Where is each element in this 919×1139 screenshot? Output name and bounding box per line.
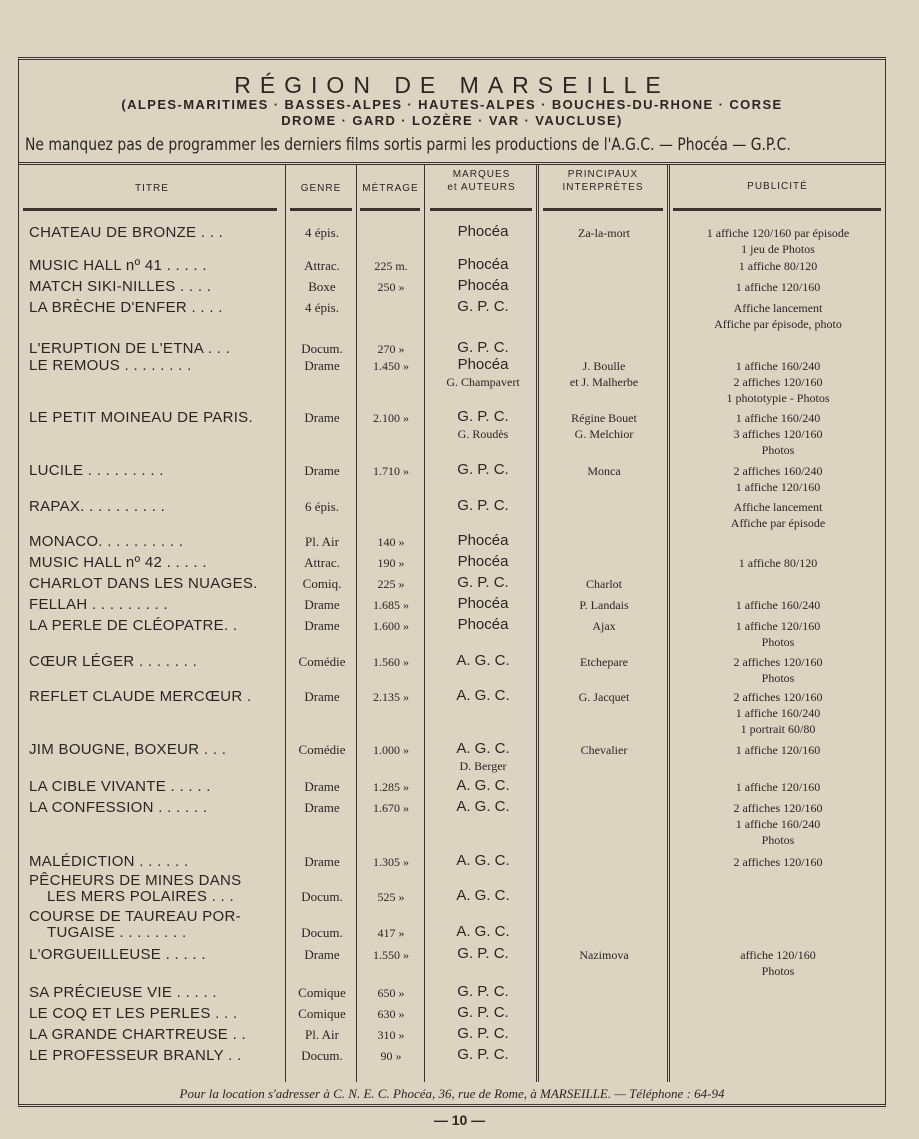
film-genre: Docum. <box>301 889 343 904</box>
marque-name: A. G. C. <box>456 740 510 757</box>
film-metrage: 417 » <box>377 926 405 940</box>
marque-name: G. P. C. <box>457 945 509 962</box>
interprete-line: et J. Malherbe <box>569 375 639 389</box>
film-publicite <box>671 854 885 870</box>
publicite-line: 1 affiche 120/160 <box>735 780 821 794</box>
film-marque <box>427 497 539 515</box>
film-title <box>29 225 223 241</box>
film-genre: 4 épis. <box>305 300 339 315</box>
film-title <box>29 499 165 515</box>
page-number: — 10 — <box>433 1112 486 1128</box>
marque-name: Phocéa <box>457 595 509 612</box>
film-title-line: SA PRÉCIEUSE VIE . . . . . <box>29 984 217 1001</box>
film-publicite <box>671 800 885 848</box>
film-marque <box>427 256 539 274</box>
film-genre: Attrac. <box>304 555 340 570</box>
film-title <box>29 689 252 705</box>
film-title-line: TUGAISE . . . . . . . . <box>47 924 187 941</box>
marque-name: G. P. C. <box>457 298 509 315</box>
film-genre: Drame <box>304 618 340 633</box>
marque-name: A. G. C. <box>456 852 510 869</box>
film-title <box>29 985 217 1001</box>
film-marque <box>427 277 539 295</box>
marque-name: G. P. C. <box>457 1025 509 1042</box>
film-title <box>29 258 207 274</box>
film-genre: Drame <box>304 410 340 425</box>
film-title <box>29 1048 242 1064</box>
film-title <box>29 358 192 374</box>
film-genre: Comédie <box>298 742 346 757</box>
interprete-line: G. Jacquet <box>578 690 630 704</box>
film-publicite <box>671 779 885 795</box>
publicite-line: 1 affiche 120/160 <box>735 280 821 294</box>
interprete-line: Etchepare <box>580 655 628 669</box>
marque-name: G. P. C. <box>457 1004 509 1021</box>
film-title <box>29 410 253 426</box>
marque-name: Phocéa <box>457 277 509 294</box>
film-marque <box>427 945 539 963</box>
film-genre: Drame <box>304 854 340 869</box>
film-metrage: 310 » <box>377 1028 405 1042</box>
film-metrage: 1.305 » <box>373 855 409 869</box>
publicite-line: 1 affiche 160/240 <box>735 359 821 373</box>
interprete-line: Régine Bouet <box>571 411 637 425</box>
interprete-line: Nazimova <box>579 948 629 962</box>
film-title <box>29 279 211 295</box>
film-publicite <box>671 410 885 458</box>
film-marque <box>427 923 539 941</box>
film-publicite <box>671 947 885 979</box>
film-publicite <box>671 654 885 686</box>
film-title-line: L'ERUPTION DE L'ETNA . . . <box>29 340 231 357</box>
film-interpretes <box>539 689 669 705</box>
film-genre: 4 épis. <box>305 225 339 240</box>
film-marque <box>427 532 539 550</box>
interprete-line: P. Landais <box>579 598 629 612</box>
departments-line-2: DROME · GARD · LOZÈRE · VAR · VAUCLUSE) <box>281 113 623 128</box>
document-page <box>18 57 886 1107</box>
film-metrage: 2.135 » <box>373 690 409 704</box>
film-title <box>29 463 164 479</box>
marque-name: A. G. C. <box>456 687 510 704</box>
film-interpretes <box>539 410 669 442</box>
film-title-line: JIM BOUGNE, BOXEUR . . . <box>29 741 227 758</box>
film-publicite <box>671 742 885 758</box>
interprete-line: Chevalier <box>580 743 628 757</box>
film-title <box>29 618 237 634</box>
film-genre: Pl. Air <box>305 534 339 549</box>
film-marque <box>427 298 539 316</box>
publicite-line: Affiche lancement <box>733 301 823 315</box>
film-marque <box>427 852 539 870</box>
header-underline <box>290 208 352 211</box>
marque-name: G. P. C. <box>457 461 509 478</box>
film-publicite <box>671 689 885 737</box>
film-metrage: 1.000 » <box>373 743 409 757</box>
header-underline <box>673 208 881 211</box>
marque-name: A. G. C. <box>456 887 510 904</box>
interprete-line: J. Boulle <box>582 359 626 373</box>
film-publicite <box>671 499 885 531</box>
film-metrage: 90 » <box>380 1049 402 1063</box>
film-publicite <box>671 555 885 571</box>
film-publicite <box>671 279 885 295</box>
film-interpretes <box>539 618 669 634</box>
publicite-line: Photos <box>761 443 795 457</box>
publicite-line: 1 jeu de Photos <box>741 242 815 256</box>
film-marque <box>427 1025 539 1043</box>
film-title-line: MALÉDICTION . . . . . . <box>29 853 189 870</box>
film-publicite <box>671 463 885 495</box>
film-genre: Comique <box>298 985 346 1000</box>
film-marque <box>427 461 539 479</box>
publicite-line: 2 affiches 120/160 <box>733 375 823 389</box>
film-title <box>29 947 206 963</box>
film-title-line: MONACO. . . . . . . . . . <box>29 533 184 550</box>
column-header-titre: TITRE <box>135 183 169 194</box>
film-marque <box>427 740 539 774</box>
film-title <box>29 873 241 905</box>
film-title-line: LE COQ ET LES PERLES . . . <box>29 1005 238 1022</box>
film-title-line: CŒUR LÉGER . . . . . . . <box>29 653 198 670</box>
film-title <box>29 1027 246 1043</box>
film-genre: Docum. <box>301 925 343 940</box>
film-metrage: 1.670 » <box>373 801 409 815</box>
film-genre: Drame <box>304 779 340 794</box>
publicite-line: 1 affiche 80/120 <box>738 259 818 273</box>
marque-name: Phocéa <box>457 356 509 373</box>
auteur-name: D. Berger <box>459 759 507 773</box>
film-metrage: 1.560 » <box>373 655 409 669</box>
film-metrage: 225 » <box>377 577 405 591</box>
film-publicite <box>671 258 885 274</box>
film-title <box>29 341 230 357</box>
marque-name: Phocéa <box>457 553 509 570</box>
film-metrage: 2.100 » <box>373 411 409 425</box>
publicite-line: 1 affiche 120/160 <box>735 480 821 494</box>
footer-address: Pour la location s'adresser à C. N. E. C. Phocéa, 36, rue de Rome, à MARSEILLE. — Téléphone : 64-94 <box>179 1086 725 1101</box>
column-header-marques-line1: MARQUES <box>452 169 511 180</box>
film-metrage: 250 » <box>377 280 405 294</box>
publicite-line: 1 affiche 160/240 <box>735 598 821 612</box>
film-title <box>29 1006 237 1022</box>
column-divider <box>285 165 286 1082</box>
film-title-line: LA CIBLE VIVANTE . . . . . <box>29 778 211 795</box>
film-marque <box>427 595 539 613</box>
film-marque <box>427 687 539 705</box>
film-title-line: MATCH SIKI-NILLES . . . . <box>29 278 212 295</box>
film-title-line: MUSIC HALL nº 42 . . . . . <box>29 554 207 571</box>
publicite-line: 1 affiche 160/240 <box>735 817 821 831</box>
film-genre: Drame <box>304 597 340 612</box>
film-marque <box>427 777 539 795</box>
auteur-name: G. Roudès <box>457 427 509 441</box>
film-title-line: LUCILE . . . . . . . . . <box>29 462 164 479</box>
column-header-interpretes <box>539 168 667 194</box>
film-genre: Boxe <box>308 279 336 294</box>
film-publicite <box>671 618 885 650</box>
tagline: Ne manquez pas de programmer les derniers films sortis parmi les productions de l'A.G.C. — Phocéa — G.P.C. <box>25 135 791 155</box>
film-interpretes <box>539 225 669 241</box>
publicite-line: Photos <box>761 671 795 685</box>
film-genre: Drame <box>304 463 340 478</box>
film-metrage: 1.685 » <box>373 598 409 612</box>
film-interpretes <box>539 576 669 592</box>
film-genre: Docum. <box>301 1048 343 1063</box>
film-interpretes <box>539 742 669 758</box>
header-underline <box>543 208 663 211</box>
film-metrage: 1.285 » <box>373 780 409 794</box>
film-title <box>29 742 226 758</box>
film-marque <box>427 408 539 442</box>
film-marque <box>427 223 539 241</box>
publicite-line: Photos <box>761 635 795 649</box>
film-title <box>29 300 223 316</box>
film-title-line: LA PERLE DE CLÉOPATRE. . <box>29 617 238 634</box>
publicite-line: Photos <box>761 833 795 847</box>
film-title-line: LA CONFESSION . . . . . . <box>29 799 208 816</box>
film-marque <box>427 616 539 634</box>
film-title-line: LES MERS POLAIRES . . . <box>47 888 234 905</box>
publicite-line: 2 affiches 120/160 <box>733 855 823 869</box>
publicite-line: 1 phototypie - Photos <box>726 391 830 405</box>
film-genre: Comique <box>298 1006 346 1021</box>
film-title <box>29 854 188 870</box>
film-genre: Comiq. <box>302 576 342 591</box>
film-title-line: LE REMOUS . . . . . . . . <box>29 357 192 374</box>
column-header-marques <box>427 168 536 194</box>
marque-name: G. P. C. <box>457 983 509 1000</box>
publicite-line: 1 affiche 120/160 <box>735 743 821 757</box>
marque-name: A. G. C. <box>456 652 510 669</box>
auteur-name: G. Champavert <box>446 375 520 389</box>
film-marque <box>427 356 539 390</box>
interprete-line: Charlot <box>586 577 622 591</box>
film-genre: Attrac. <box>304 258 340 273</box>
film-title <box>29 800 207 816</box>
film-title-line: MUSIC HALL nº 41 . . . . . <box>29 257 207 274</box>
marque-name: A. G. C. <box>456 777 510 794</box>
film-genre: Drame <box>304 800 340 815</box>
marque-name: Phocéa <box>457 616 509 633</box>
film-marque <box>427 553 539 571</box>
publicite-line: 1 affiche 80/120 <box>738 556 818 570</box>
film-title-line: LE PETIT MOINEAU DE PARIS. <box>29 409 253 426</box>
publicite-line: Affiche lancement <box>733 500 823 514</box>
marque-name: G. P. C. <box>457 497 509 514</box>
publicite-line: 1 affiche 120/160 par épisode <box>706 226 850 240</box>
film-publicite <box>671 225 885 257</box>
film-publicite <box>671 597 885 613</box>
film-publicite <box>671 300 885 332</box>
film-metrage: 1.550 » <box>373 948 409 962</box>
interprete-line: G. Melchior <box>574 427 634 441</box>
film-title-line: COURSE DE TAUREAU POR- <box>29 908 241 925</box>
film-title <box>29 534 183 550</box>
film-metrage: 225 m. <box>374 259 408 273</box>
film-title-line: PÊCHEURS DE MINES DANS <box>29 872 242 889</box>
film-metrage: 1.450 » <box>373 359 409 373</box>
marque-name: A. G. C. <box>456 798 510 815</box>
film-marque <box>427 1004 539 1022</box>
film-marque <box>427 574 539 592</box>
film-metrage: 1.710 » <box>373 464 409 478</box>
film-marque <box>427 339 539 357</box>
film-marque <box>427 1046 539 1064</box>
header-underline <box>23 208 277 211</box>
film-publicite <box>671 358 885 406</box>
film-metrage: 140 » <box>377 535 405 549</box>
publicite-line: 1 affiche 160/240 <box>735 411 821 425</box>
film-title-line: RAPAX. . . . . . . . . . <box>29 498 166 515</box>
publicite-line: 1 affiche 160/240 <box>735 706 821 720</box>
publicite-line: Affiche par épisode, photo <box>714 317 842 331</box>
film-marque <box>427 887 539 905</box>
film-title <box>29 779 211 795</box>
film-title-line: REFLET CLAUDE MERCŒUR . <box>29 688 252 705</box>
marque-name: G. P. C. <box>457 1046 509 1063</box>
publicite-line: affiche 120/160 <box>740 948 816 962</box>
publicite-line: 1 affiche 120/160 <box>735 619 821 633</box>
film-metrage: 525 » <box>377 890 405 904</box>
header-underline <box>360 208 420 211</box>
marque-name: Phocéa <box>457 256 509 273</box>
film-marque <box>427 652 539 670</box>
region-title: RÉGION DE MARSEILLE <box>234 72 670 98</box>
film-title-line: LA GRANDE CHARTREUSE . . <box>29 1026 246 1043</box>
film-metrage: 270 » <box>377 342 405 356</box>
column-header-genre: GENRE <box>300 183 342 194</box>
film-interpretes <box>539 947 669 963</box>
film-title <box>29 597 168 613</box>
publicite-line: Photos <box>761 964 795 978</box>
film-title <box>29 654 197 670</box>
publicite-line: Affiche par épisode <box>730 516 826 530</box>
film-metrage: 650 » <box>377 986 405 1000</box>
film-metrage: 1.600 » <box>373 619 409 633</box>
film-genre: Drame <box>304 689 340 704</box>
film-title <box>29 555 207 571</box>
header-rule <box>19 162 885 165</box>
film-genre: Drame <box>304 947 340 962</box>
header-underline <box>430 208 532 211</box>
departments-line-1: (ALPES-MARITIMES · BASSES-ALPES · HAUTES-ALPES · BOUCHES-DU-RHONE · CORSE <box>121 97 783 112</box>
film-title-line: CHATEAU DE BRONZE . . . <box>29 224 224 241</box>
publicite-line: 3 affiches 120/160 <box>733 427 823 441</box>
column-header-publicite: PUBLICITÉ <box>747 181 808 192</box>
film-interpretes <box>539 463 669 479</box>
publicite-line: 2 affiches 120/160 <box>733 690 823 704</box>
column-header-marques-line2: et AUTEURS <box>447 182 516 193</box>
film-metrage: 630 » <box>377 1007 405 1021</box>
publicite-line: 1 portrait 60/80 <box>740 722 816 736</box>
film-title-line: FELLAH . . . . . . . . . <box>29 596 168 613</box>
column-header-metrage: MÉTRAGE <box>362 183 419 194</box>
marque-name: G. P. C. <box>457 408 509 425</box>
interprete-line: Ajax <box>592 619 616 633</box>
film-marque <box>427 798 539 816</box>
film-title-line: CHARLOT DANS LES NUAGES. <box>29 575 258 592</box>
film-genre: 6 épis. <box>305 499 339 514</box>
film-title-line: LA BRÈCHE D'ENFER . . . . <box>29 299 223 316</box>
film-title <box>29 909 241 941</box>
film-marque <box>427 983 539 1001</box>
film-genre: Comédie <box>298 654 346 669</box>
publicite-line: 2 affiches 120/160 <box>733 801 823 815</box>
film-interpretes <box>539 654 669 670</box>
interprete-line: Monca <box>587 464 621 478</box>
interprete-line: Za-la-mort <box>578 226 630 240</box>
column-header-interpretes-line2: INTERPRÈTES <box>562 182 644 193</box>
film-genre: Pl. Air <box>305 1027 339 1042</box>
marque-name: G. P. C. <box>457 574 509 591</box>
marque-name: G. P. C. <box>457 339 509 356</box>
film-title-line: L'ORGUEILLEUSE . . . . . <box>29 946 206 963</box>
column-header-interpretes-line1: PRINCIPAUX <box>567 169 639 180</box>
film-title-line: LE PROFESSEUR BRANLY . . <box>29 1047 242 1064</box>
film-title <box>29 576 258 592</box>
publicite-line: 2 affiches 120/160 <box>733 655 823 669</box>
marque-name: A. G. C. <box>456 923 510 940</box>
marque-name: Phocéa <box>457 532 509 549</box>
film-interpretes <box>539 597 669 613</box>
marque-name: Phocéa <box>457 223 509 240</box>
film-genre: Docum. <box>301 341 343 356</box>
film-interpretes <box>539 358 669 390</box>
film-genre: Drame <box>304 358 340 373</box>
film-metrage: 190 » <box>377 556 405 570</box>
publicite-line: 2 affiches 160/240 <box>733 464 823 478</box>
